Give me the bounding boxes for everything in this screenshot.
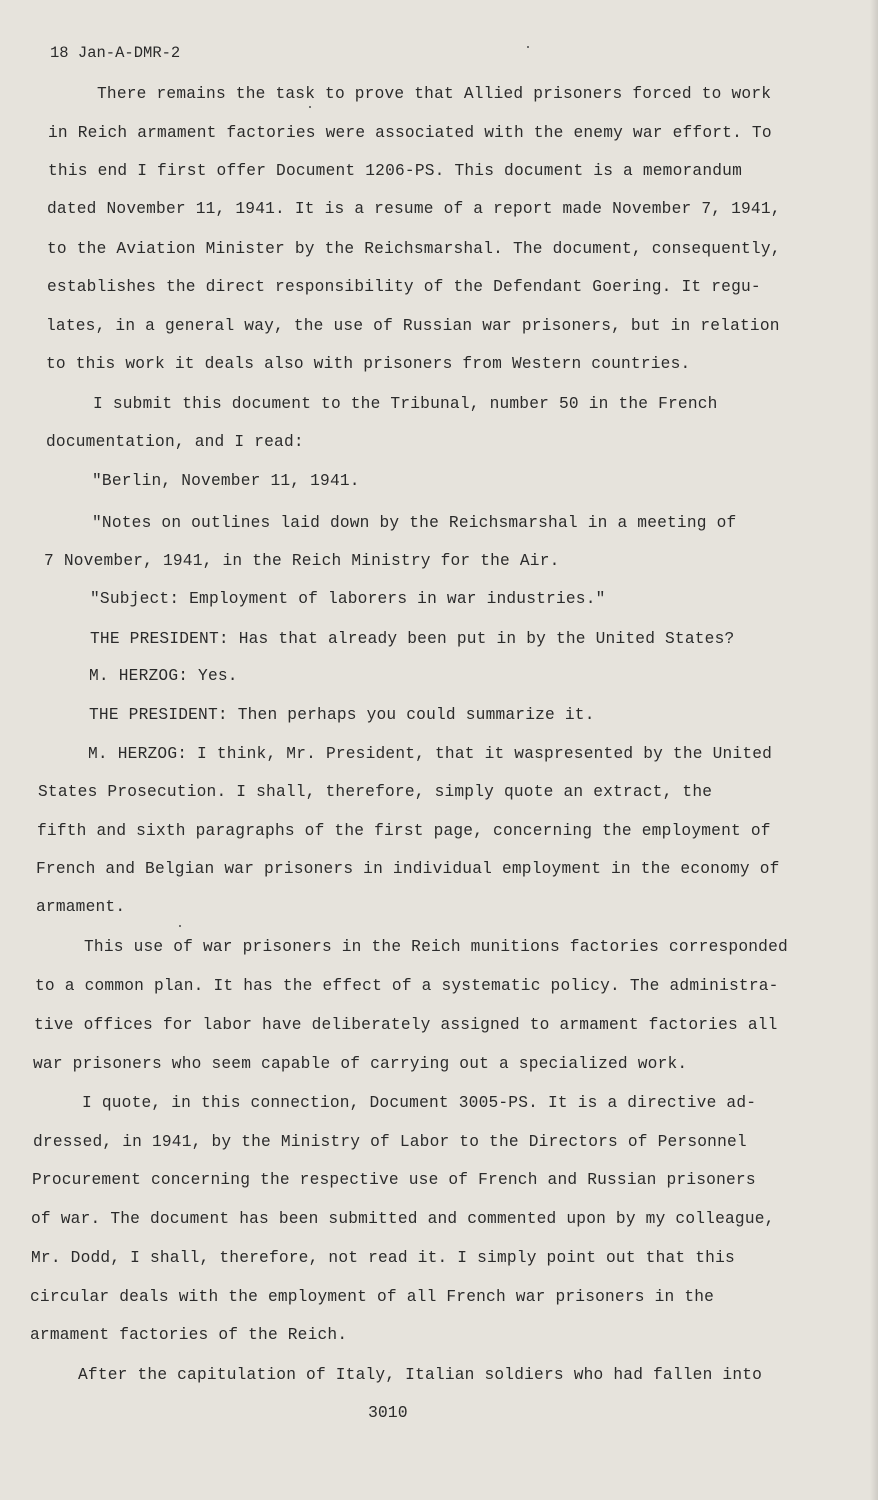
text-line: tive offices for labor have deliberately assigned to armament factories all: [34, 1016, 778, 1034]
text-line: "Notes on outlines laid down by the Reichsmarshal in a meeting of: [92, 514, 737, 532]
text-line: armament factories of the Reich.: [30, 1326, 348, 1344]
text-line: States Prosecution. I shall, therefore, simply quote an extract, the: [38, 783, 713, 801]
text-line: documentation, and I read:: [46, 433, 304, 451]
text-line: M. HERZOG: I think, Mr. President, that it waspresented by the United: [88, 745, 773, 763]
text-line: After the capitulation of Italy, Italian soldiers who had fallen into: [78, 1366, 763, 1384]
text-line: this end I first offer Document 1206-PS. This document is a memorandum: [48, 162, 742, 180]
text-line: to a common plan. It has the effect of a systematic policy. The administra-: [35, 977, 779, 995]
text-line: There remains the task to prove that Allied prisoners forced to work: [97, 85, 772, 103]
text-line: "Berlin, November 11, 1941.: [92, 472, 360, 490]
text-line: "Subject: Employment of laborers in war industries.": [90, 590, 606, 608]
text-line: Procurement concerning the respective use of French and Russian prisoners: [32, 1171, 756, 1189]
text-line: of war. The document has been submitted and commented upon by my colleague,: [31, 1210, 775, 1228]
text-line: fifth and sixth paragraphs of the first page, concerning the employment of: [37, 822, 771, 840]
document-header-code: 18 Jan-A-DMR-2: [50, 44, 181, 62]
paper-speck: [527, 46, 529, 48]
page-edge-shadow: [870, 0, 878, 1500]
text-line: to the Aviation Minister by the Reichsmarshal. The document, consequently,: [47, 240, 781, 258]
text-line: lates, in a general way, the use of Russian war prisoners, but in relation: [46, 317, 780, 335]
paper-speck: [309, 106, 311, 108]
text-line: I quote, in this connection, Document 3005-PS. It is a directive ad-: [82, 1094, 757, 1112]
text-line: dressed, in 1941, by the Ministry of Labor to the Directors of Personnel: [33, 1133, 747, 1151]
text-line: 7 November, 1941, in the Reich Ministry for the Air.: [44, 552, 560, 570]
text-line: in Reich armament factories were associated with the enemy war effort. To: [48, 124, 772, 142]
text-line: Mr. Dodd, I shall, therefore, not read it. I simply point out that this: [31, 1249, 735, 1267]
text-line: I submit this document to the Tribunal, number 50 in the French: [93, 395, 718, 413]
text-line: war prisoners who seem capable of carrying out a specialized work.: [33, 1055, 688, 1073]
text-line: THE PRESIDENT: Has that already been put in by the United States?: [90, 630, 735, 648]
text-line: French and Belgian war prisoners in individual employment in the economy of: [36, 860, 780, 878]
text-line: dated November 11, 1941. It is a resume of a report made November 7, 1941,: [47, 200, 781, 218]
text-line: to this work it deals also with prisoners from Western countries.: [46, 355, 691, 373]
text-line: circular deals with the employment of all French war prisoners in the: [30, 1288, 715, 1306]
paper-speck: [179, 925, 181, 927]
text-line: THE PRESIDENT: Then perhaps you could summarize it.: [89, 706, 595, 724]
text-line: M. HERZOG: Yes.: [89, 667, 238, 685]
text-line: armament.: [36, 898, 126, 916]
text-line: establishes the direct responsibility of the Defendant Goering. It regu-: [47, 278, 761, 296]
text-line: This use of war prisoners in the Reich munitions factories corresponded: [84, 938, 788, 956]
page-number: 3010: [368, 1403, 408, 1422]
